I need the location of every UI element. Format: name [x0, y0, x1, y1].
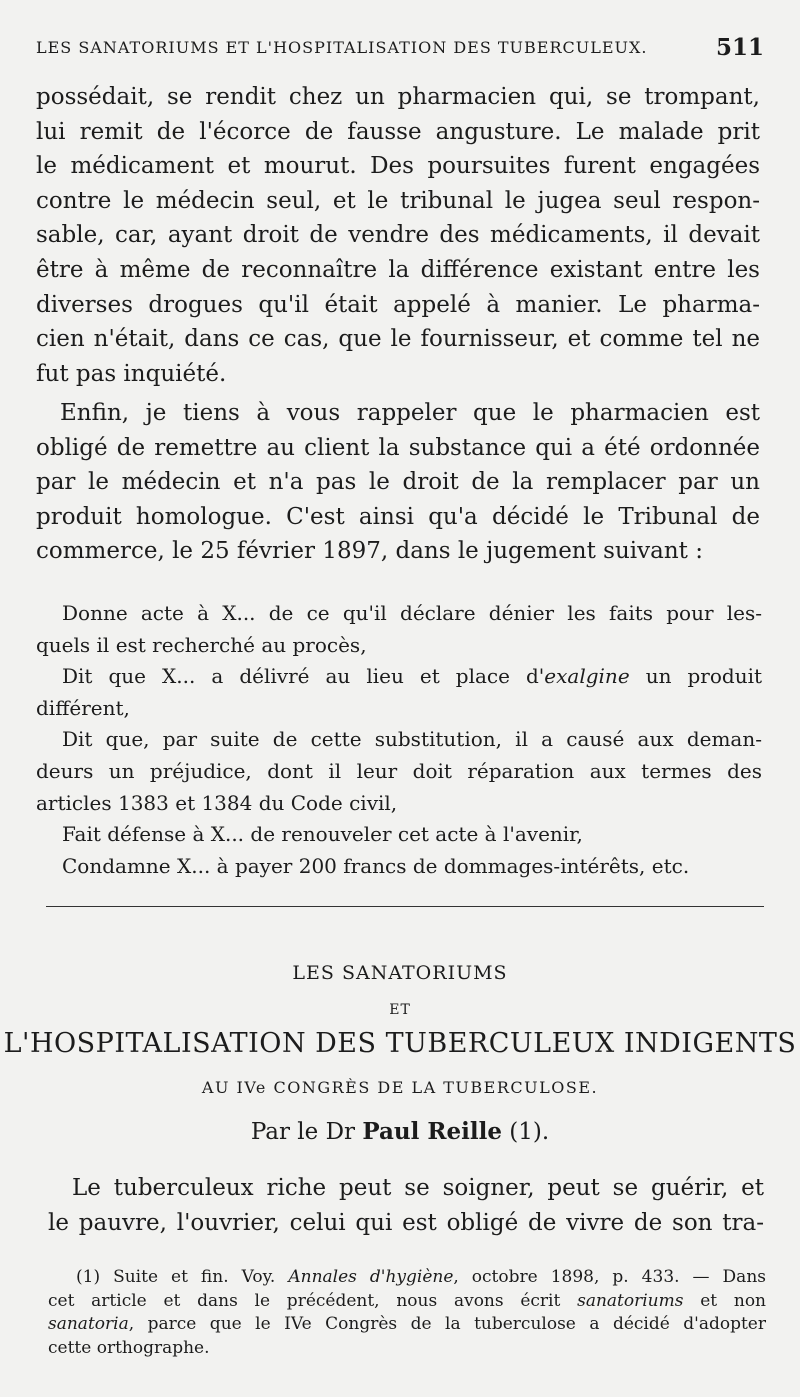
text-line: possédait, se rendit chez un pharmacien qui, se trompant, [36, 84, 760, 110]
text-line: le pauvre, l'ouvrier, celui qui est obligé de vivre de son tra- [48, 1209, 764, 1236]
text-line: produit homologue. C'est ainsi qu'a décidé le Tribunal de [36, 503, 760, 530]
quote-line: articles 1383 et 1384 du Code civil, [36, 790, 398, 815]
footnote-text: (1) Suite et fin. Voy. [76, 1267, 289, 1287]
judgment-quote [36, 598, 762, 882]
text-line: par le médecin et n'a pas le droit de la remplacer par un [36, 469, 760, 496]
article-title-et: ET [389, 1002, 411, 1018]
quote-emphasis: exalgine [544, 664, 630, 689]
footnote-emphasis: sanatoriums [577, 1290, 684, 1311]
text-line: cien n'était, dans ce cas, que le fournisseur, et comme tel ne [36, 326, 760, 353]
paragraph-pharmacist-case [36, 80, 760, 391]
quote-line: Donne acte à X... de ce qu'il déclare dénier les faits pour les- [62, 601, 762, 625]
footnote-text: cet article et dans le précédent, nous avons écrit [48, 1290, 578, 1311]
quote-line: différent, [36, 695, 130, 720]
byline-prefix: Par le Dr [250, 1119, 363, 1145]
article-byline [0, 1118, 800, 1145]
text-line: être à même de reconnaître la différence existant entre les [36, 256, 760, 283]
quote-text: un produit [629, 664, 763, 689]
text-line: Enfin, je tiens à vous rappeler que le pharmacien est [60, 400, 760, 426]
journal-title: Annales d'hygiène [288, 1267, 454, 1287]
text-line: obligé de remettre au client la substance qui a été ordonnée [36, 434, 760, 461]
section-divider [46, 906, 764, 907]
text-line: le médicament et mourut. Des poursuites furent engagées [36, 153, 760, 180]
text-line: fut pas inquiété. [36, 360, 227, 387]
text-line: commerce, le 25 février 1897, dans le jugement suivant : [36, 538, 703, 565]
article-title-line2: L'HOSPITALISATION DES TUBERCULEUX INDIGENTS [3, 1028, 797, 1059]
footnote-ref: (1). [501, 1119, 550, 1145]
article-opening-paragraph [48, 1171, 764, 1240]
footnote-line: cette orthographe. [48, 1337, 210, 1358]
running-title: LES SANATORIUMS ET L'HOSPITALISATION DES TUBERCULEUX. [36, 38, 648, 57]
text-line: sable, car, ayant droit de vendre des médicaments, il devait [36, 222, 760, 249]
article-subtitle: AU IVe CONGRÈS DE LA TUBERCULOSE. [201, 1078, 599, 1097]
text-line: contre le médecin seul, et le tribunal le jugea seul respon- [36, 187, 760, 214]
quote-line: Fait défense à X... de renouveler cet acte à l'avenir, [62, 822, 583, 847]
footnote-text: , parce que le IVe Congrès de la tuberculose a décidé d'adopter [128, 1314, 766, 1334]
quote-line [36, 661, 762, 693]
footnote-line [48, 1266, 766, 1290]
quote-line: Condamne X... à payer 200 francs de dommages-intérêts, etc. [62, 853, 690, 878]
footnote-text: et non [683, 1290, 766, 1311]
footnote-line [48, 1290, 766, 1314]
footnote-line [48, 1313, 766, 1337]
article-title-line1: LES SANATORIUMS [292, 962, 508, 984]
quote-text: Dit que X... a délivré au lieu et place d' [62, 664, 545, 689]
text-line: Le tuberculeux riche peut se soigner, peut se guérir, et [72, 1175, 764, 1201]
paragraph-substitution [36, 396, 760, 569]
author-name: Paul Reille [362, 1118, 502, 1145]
footnote [48, 1266, 766, 1360]
text-line: lui remit de l'écorce de fausse angusture. Le malade prit [36, 118, 760, 145]
quote-line: deurs un préjudice, dont il leur doit réparation aux termes des [36, 758, 762, 783]
page-number: 511 [715, 34, 764, 61]
quote-line: Dit que, par suite de cette substitution, il a causé aux deman- [62, 727, 762, 752]
text-line: diverses drogues qu'il était appelé à manier. Le pharma- [36, 291, 760, 318]
quote-line: quels il est recherché au procès, [36, 632, 367, 657]
footnote-text: , octobre 1898, p. 433. — Dans [453, 1267, 766, 1287]
running-head [36, 34, 764, 61]
footnote-emphasis: sanatoria [48, 1314, 129, 1334]
